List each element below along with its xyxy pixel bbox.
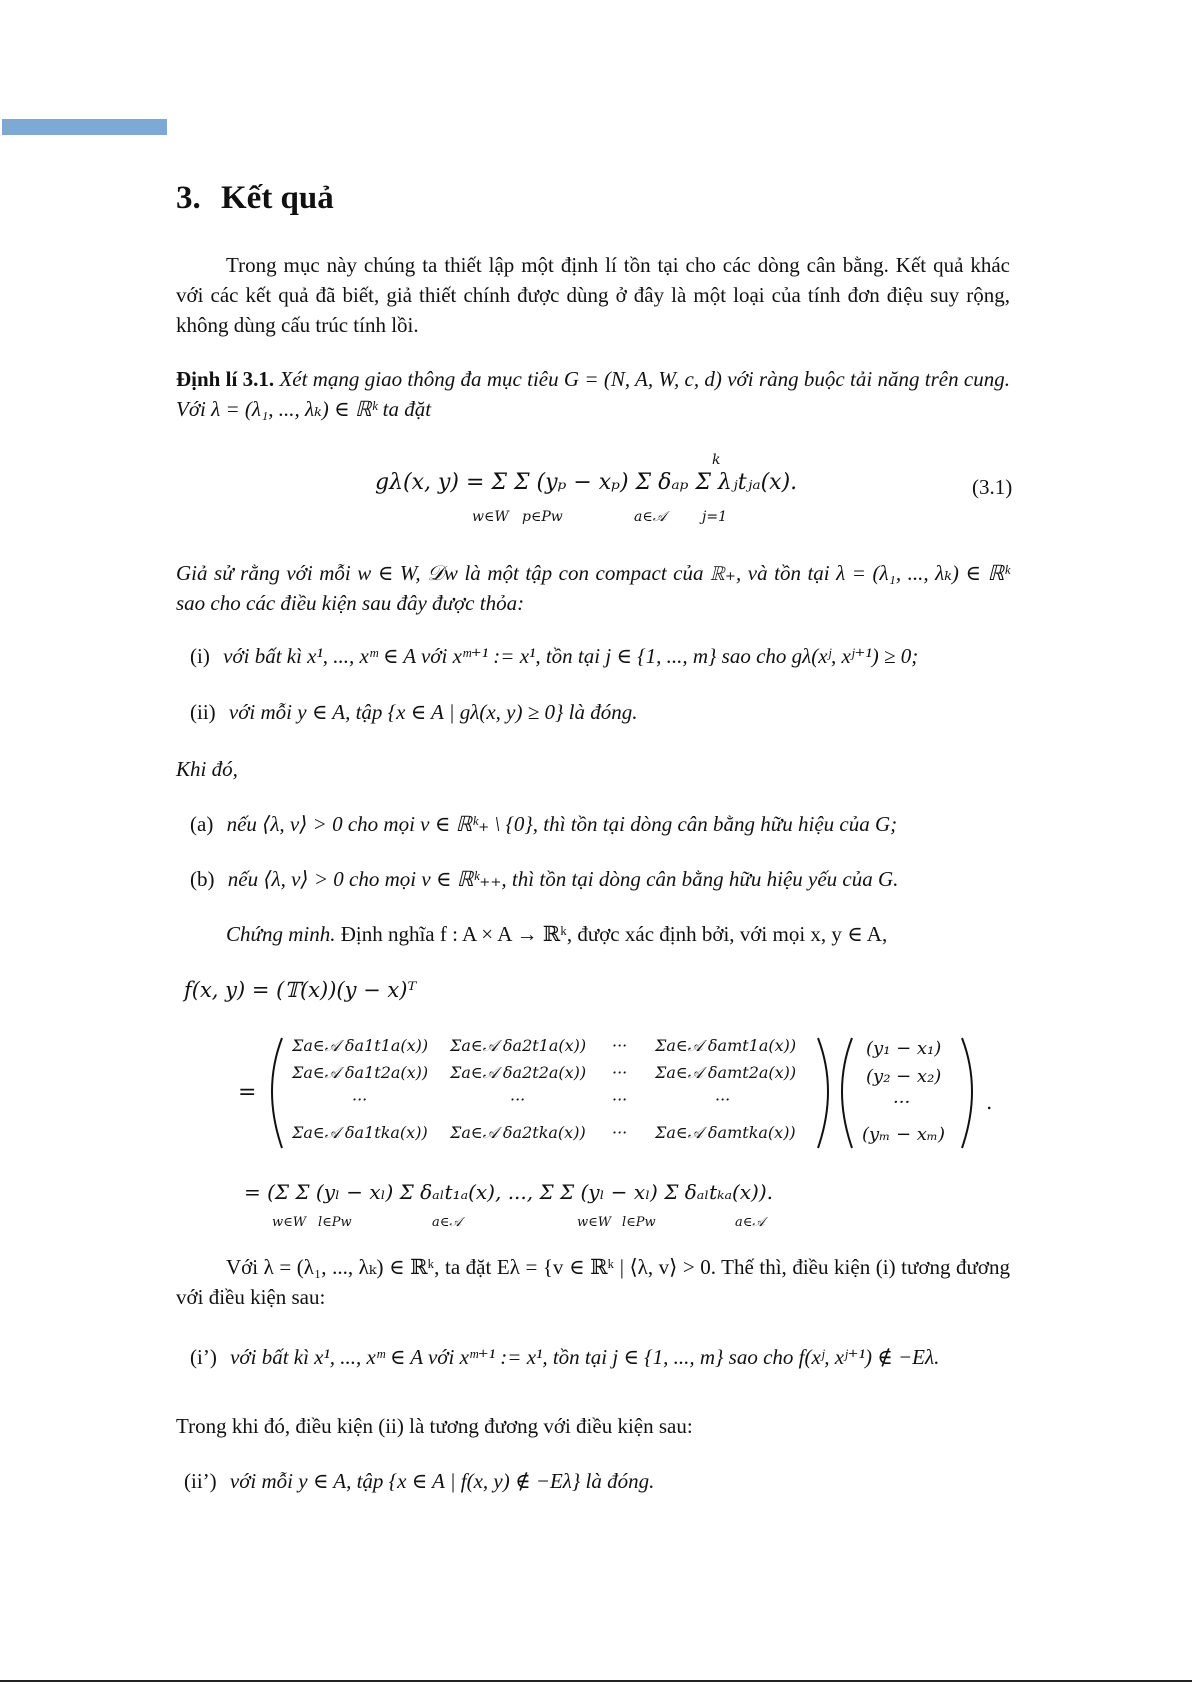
- condition-i-prime-text: với bất kì x¹, ..., xᵐ ∈ A với xᵐ⁺¹ := x¹, tồn tại j ∈ {1, ..., m} sao cho f(xʲ, xʲ⁺¹) ∉ −Eλ.: [230, 1345, 940, 1369]
- expanded-sub-w-2: w∈W: [577, 1215, 612, 1230]
- section-number: 3.: [176, 180, 201, 216]
- matrix-cell: Σa∈𝒜 δa2t1a(x)): [450, 1036, 587, 1055]
- condition-ii-text: với mỗi y ∈ A, tập {x ∈ A | gλ(x, y) ≥ 0} là đóng.: [228, 700, 638, 724]
- matrix-cell: Σa∈𝒜 δa2t2a(x)): [450, 1063, 587, 1082]
- matrix-cell: Σa∈𝒜 δamt1a(x)): [655, 1036, 797, 1055]
- section-title: Kết quả: [221, 180, 334, 216]
- matrix-cell: Σa∈𝒜 δamtka(x)): [655, 1123, 796, 1142]
- f-definition: f(x, y) = (𝕋(x))(y − x)ᵀ: [184, 978, 417, 1002]
- matrix-cell: ···: [612, 1063, 628, 1082]
- matrix-cell: ···: [715, 1090, 731, 1109]
- sum-index-a: a∈𝒜: [634, 509, 666, 525]
- matrix-period: .: [986, 1090, 993, 1114]
- condition-ii-prime-label: (ii’): [184, 1469, 217, 1493]
- theorem-text: Xét mạng giao thông đa mục tiêu G = (N, A, W, c, d) với ràng buộc tải năng trên cung. Với λ = (λ₁, ..., λₖ) ∈ ℝᵏ ta đặt: [176, 367, 1011, 421]
- conclusion-b: [190, 865, 1020, 893]
- expanded-expression: = (Σ Σ (yₗ − xₗ) Σ δₐₗt₁ₐ(x), ..., Σ Σ (yₗ − xₗ) Σ δₐₗtₖₐ(x)).: [244, 1180, 773, 1204]
- equation-number: (3.1): [972, 475, 1013, 499]
- intro-paragraph: Trong mục này chúng ta thiết lập một định lí tồn tại cho các dòng cân bằng. Kết quả khác với các kết quả đã biết, giả thiết chính được dùng ở đây là một loại của tính đơn điệu suy rộng, không dùng cấu trúc tính lồi.: [176, 253, 1010, 337]
- condition-i-label: (i): [190, 644, 210, 668]
- condition-ii-prime-text: với mỗi y ∈ A, tập {x ∈ A | f(x, y) ∉ −Eλ} là đóng.: [229, 1469, 655, 1493]
- theorem-label: Định lí 3.1.: [176, 367, 275, 391]
- expanded-sub-w: w∈W: [272, 1215, 307, 1230]
- theorem-assumption: Giả sử rằng với mỗi w ∈ W, 𝒟w là một tập con compact của ℝ₊, và tồn tại λ = (λ₁, ..., λₖ) ∈ ℝᵏ sao cho các điều kiện sau đây được thỏa:: [176, 561, 1010, 615]
- conclusion-b-text: nếu ⟨λ, v⟩ > 0 cho mọi v ∈ ℝᵏ₊₊, thì tồn tại dòng cân bằng hữu hiệu yếu của G.: [227, 867, 899, 891]
- matrix-cell: ···: [612, 1123, 628, 1142]
- expanded-sub-l: l∈Pw: [318, 1215, 352, 1230]
- sum-index-j-upper: k: [712, 452, 721, 468]
- conclusion-a-text: nếu ⟨λ, v⟩ > 0 cho mọi v ∈ ℝᵏ₊ \ {0}, thì tồn tại dòng cân bằng hữu hiệu của G;: [226, 812, 898, 836]
- condition-i-prime: [190, 1343, 1020, 1371]
- matrix-cell: Σa∈𝒜 δa1t2a(x)): [292, 1063, 429, 1082]
- condition-i: [190, 642, 1020, 670]
- vector-entry: ···: [893, 1092, 911, 1113]
- matrix-cell: Σa∈𝒜 δa1tka(x)): [292, 1123, 428, 1142]
- sum-index-p: p∈Pw: [522, 509, 563, 525]
- proof-intro: [176, 919, 1010, 949]
- conclusion-a-label: (a): [190, 812, 214, 836]
- equation-3-1: gλ(x, y) = Σ Σ (yₚ − xₚ) Σ δₐₚ Σ λⱼtⱼₐ(x).: [375, 470, 798, 495]
- vector-entry: (y₂ − x₂): [866, 1066, 942, 1087]
- expanded-sub-a: a∈𝒜: [432, 1215, 462, 1230]
- e-lambda-paragraph: Với λ = (λ₁, ..., λₖ) ∈ ℝᵏ, ta đặt Eλ = {v ∈ ℝᵏ | ⟨λ, v⟩ > 0. Thế thì, điều kiện (i) tương đương với điều kiện sau:: [176, 1255, 1010, 1309]
- conclusion-b-label: (b): [190, 867, 215, 891]
- matrix-cell: ···: [352, 1090, 368, 1109]
- footer-rule: [0, 1680, 1192, 1682]
- vector-entry: (y₁ − x₁): [866, 1038, 942, 1059]
- section-heading: [176, 180, 334, 217]
- proof-label: Chứng minh.: [226, 922, 336, 946]
- sum-index-w: w∈W: [472, 509, 509, 525]
- matrix-equals-sign: =: [238, 1080, 257, 1105]
- matrix-cell: ···: [612, 1036, 628, 1055]
- proof-text: Định nghĩa f : A × A → ℝᵏ, được xác định bởi, với mọi x, y ∈ A,: [340, 922, 888, 946]
- expanded-sub-l-2: l∈Pw: [622, 1215, 656, 1230]
- condition-ii-label: (ii): [190, 700, 216, 724]
- matrix-cell: Σa∈𝒜 δamt2a(x)): [655, 1063, 797, 1082]
- condition-ii: [190, 698, 1020, 726]
- meanwhile-paragraph: Trong khi đó, điều kiện (ii) là tương đương với điều kiện sau:: [176, 1414, 693, 1438]
- sum-index-j-lower: j=1: [702, 509, 727, 525]
- expanded-sub-a-2: a∈𝒜: [735, 1215, 765, 1230]
- vector-entry: (yₘ − xₘ): [862, 1124, 945, 1145]
- theorem-statement: [176, 364, 1010, 424]
- matrix-cell: ···: [612, 1090, 628, 1109]
- condition-ii-prime: [184, 1467, 1014, 1495]
- condition-i-text: với bất kì x¹, ..., xᵐ ∈ A với xᵐ⁺¹ := x¹, tồn tại j ∈ {1, ..., m} sao cho gλ(xʲ, xʲ⁺¹) ≥ 0;: [223, 644, 919, 668]
- matrix-cell: Σa∈𝒜 δa2tka(x)): [450, 1123, 586, 1142]
- header-accent-bar: [2, 119, 167, 135]
- matrix-cell: ···: [510, 1090, 526, 1109]
- theorem-then: Khi đó,: [176, 757, 238, 781]
- condition-i-prime-label: (i’): [190, 1345, 217, 1369]
- matrix-cell: Σa∈𝒜 δa1t1a(x)): [292, 1036, 429, 1055]
- conclusion-a: [190, 810, 1020, 838]
